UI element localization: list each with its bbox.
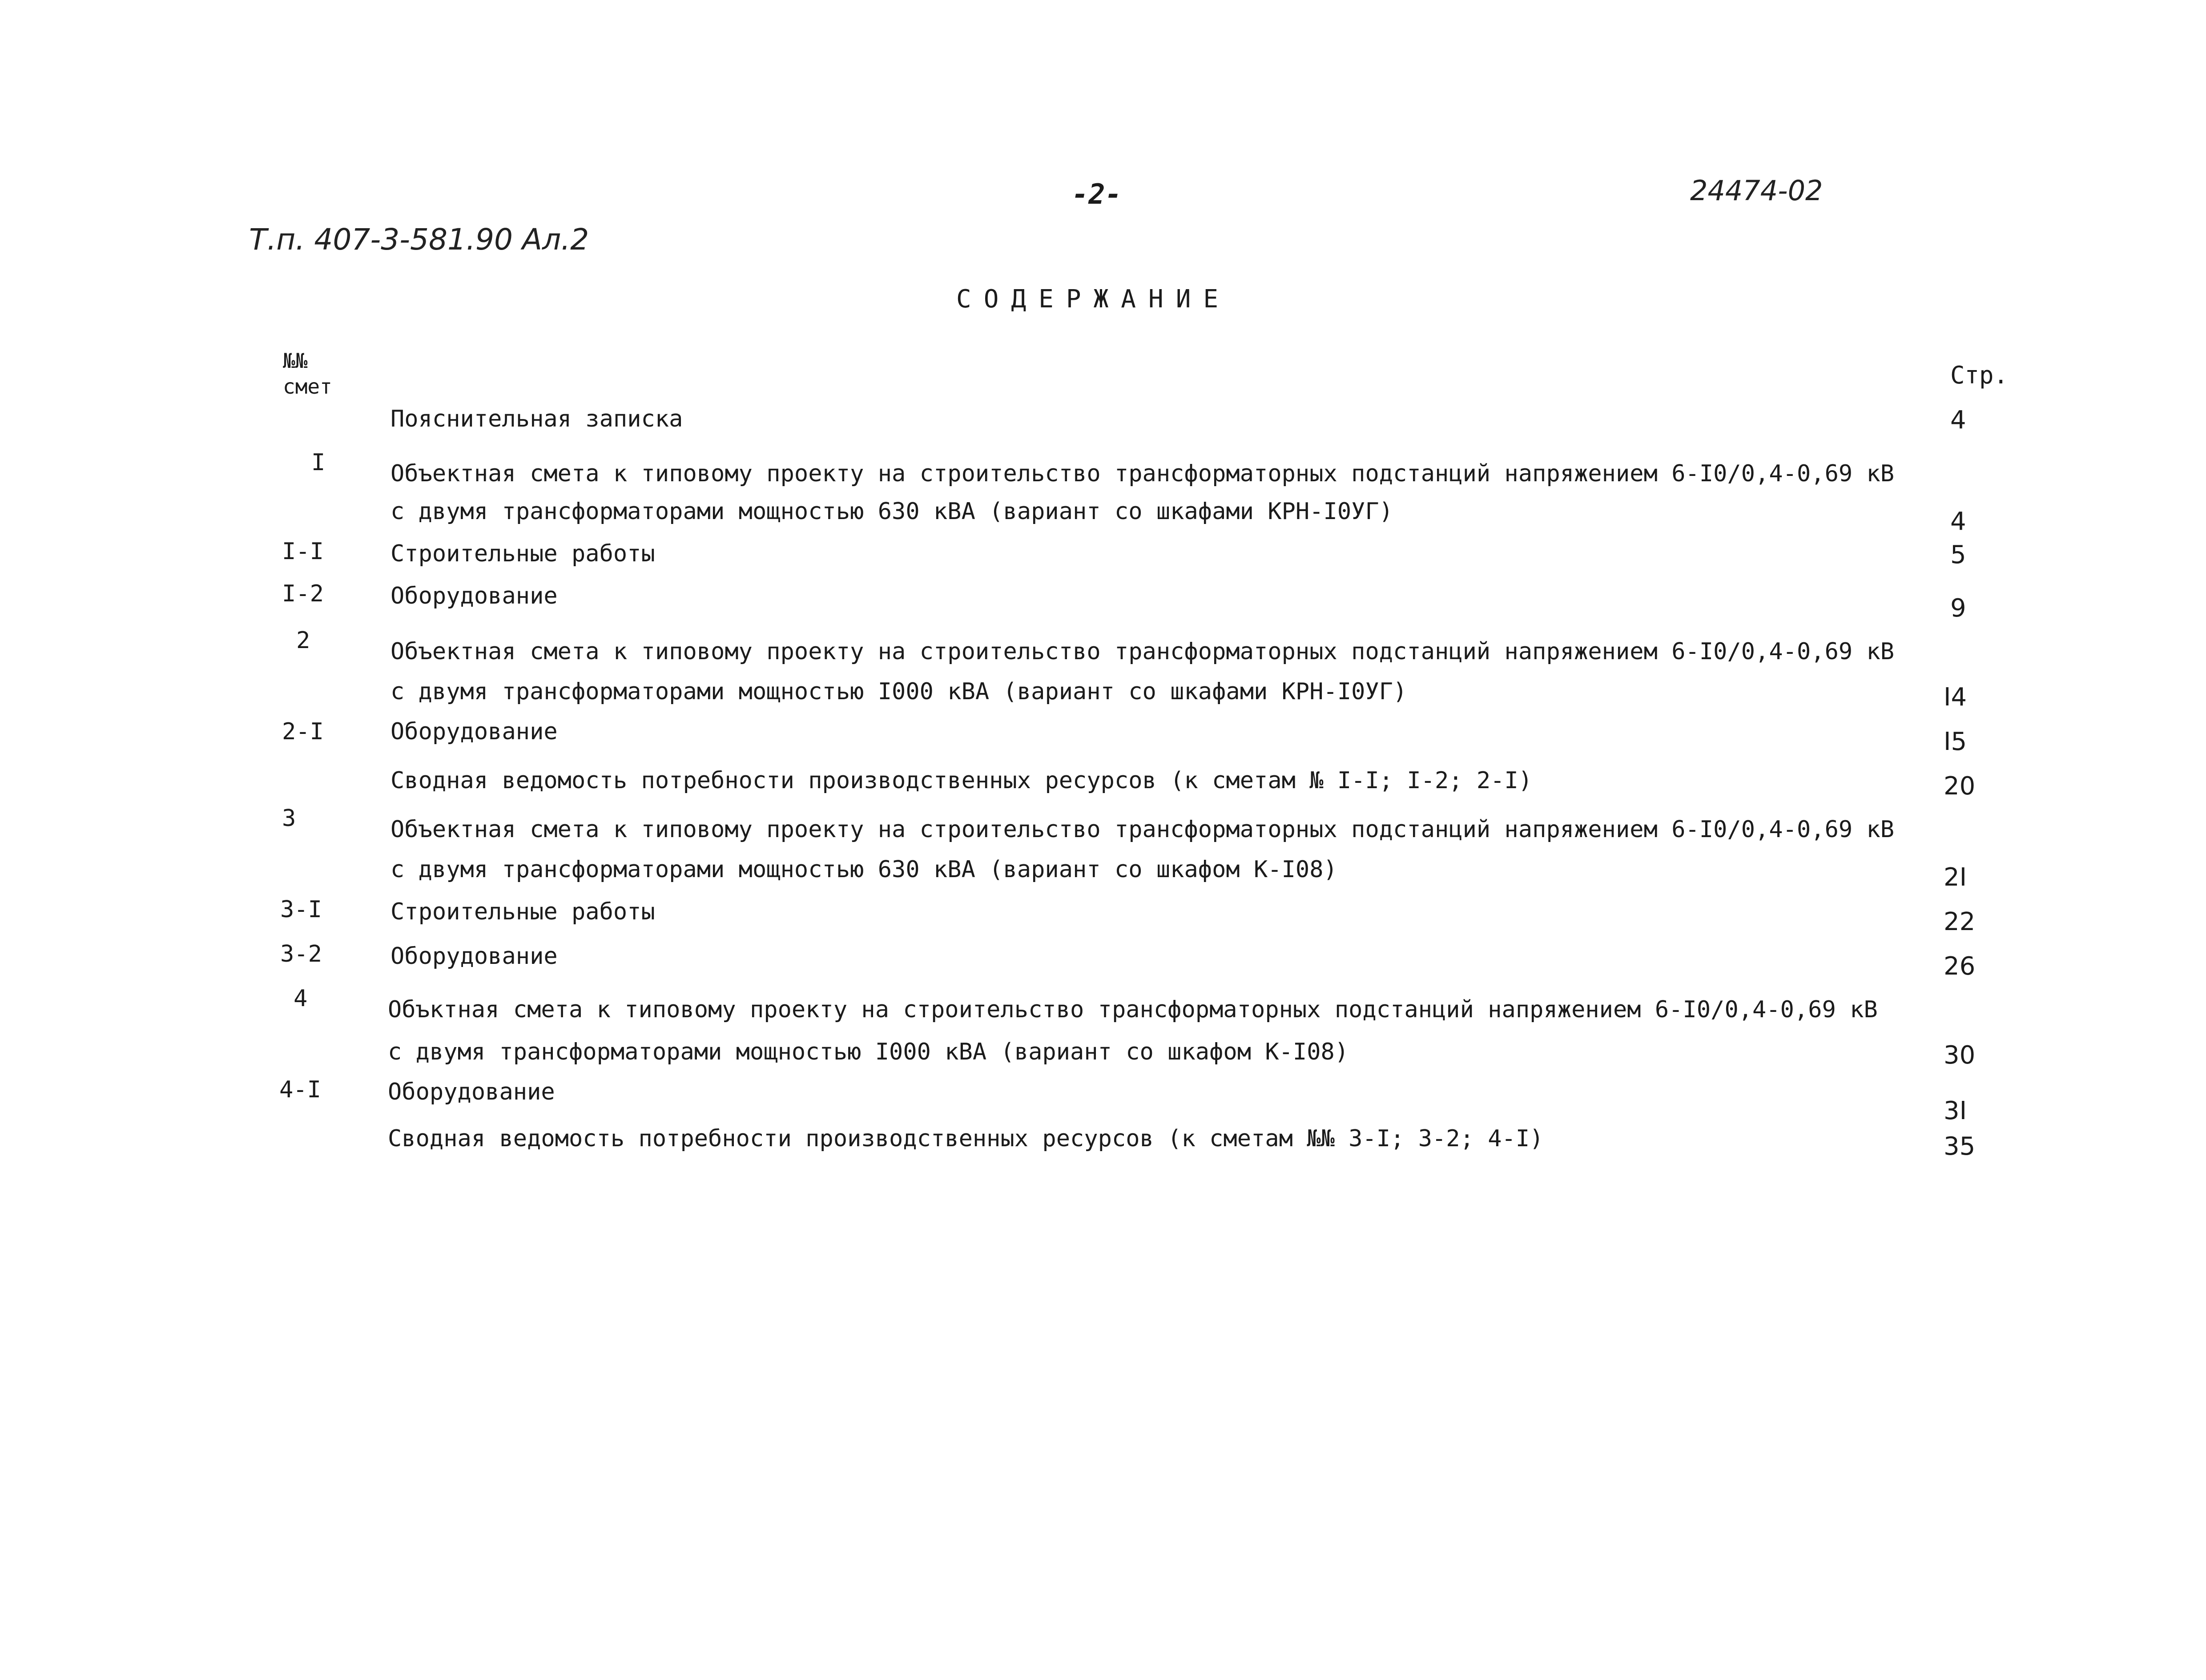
- toc-row-text: с двумя трансформаторами мощностью 630 кВА (вариант со шкафами КРН-I0УГ): [390, 498, 1393, 525]
- column-header-page: Стр.: [1950, 361, 2009, 389]
- toc-row-page: 26: [1944, 952, 1976, 981]
- column-header-estimate-no: [283, 348, 332, 399]
- toc-row-text: Оборудование: [388, 1079, 555, 1105]
- toc-row-page: 35: [1944, 1132, 1976, 1161]
- toc-row-text: Сводная ведомость потребности производственных ресурсов (к сметам №№ 3-I; 3-2; 4-I): [388, 1125, 1544, 1152]
- toc-row-text: Объктная смета к типовому проекту на строительство трансформаторных подстанций напряжением 6-I0/0,4-0,69 кВ: [388, 996, 1878, 1023]
- toc-row-page: 30: [1944, 1041, 1976, 1070]
- toc-row-number: I-I: [282, 538, 324, 565]
- toc-row-page: 4: [1950, 507, 1966, 536]
- toc-row-number: 3-I: [280, 896, 322, 923]
- toc-row-number: 3-2: [280, 941, 322, 967]
- toc-row-page: 22: [1944, 907, 1976, 936]
- toc-row-text: Оборудование: [390, 718, 558, 745]
- page-title: СОДЕРЖАНИЕ: [956, 285, 1231, 314]
- toc-row-text: Объектная смета к типовому проекту на строительство трансформаторных подстанций напряжением 6-I0/0,4-0,69 кВ: [390, 816, 1895, 843]
- toc-row-number: 2: [296, 627, 310, 654]
- toc-row-number: 2-I: [282, 718, 324, 745]
- toc-row-page: 2I: [1944, 863, 1967, 892]
- toc-row-text: Пояснительная записка: [390, 406, 683, 432]
- toc-row-text: с двумя трансформаторами мощностью I000 кВА (вариант со шкафами КРН-I0УГ): [390, 678, 1407, 705]
- toc-row-number: I: [311, 449, 326, 476]
- column-header-line: смет: [283, 375, 332, 399]
- document-code: 24474-02: [1690, 174, 1823, 207]
- toc-row-text: с двумя трансформаторами мощностью 630 кВА (вариант со шкафом К-I08): [390, 856, 1337, 883]
- toc-row-page: 4: [1950, 406, 1966, 435]
- toc-row-text: Объектная смета к типовому проекту на строительство трансформаторных подстанций напряжением 6-I0/0,4-0,69 кВ: [390, 638, 1895, 665]
- toc-row-text: Оборудование: [390, 583, 558, 609]
- toc-row-page: I5: [1944, 727, 1967, 756]
- toc-row-text: Строительные работы: [390, 898, 655, 925]
- toc-row-page: 3I: [1944, 1096, 1967, 1125]
- toc-row-text: Сводная ведомость потребности производственных ресурсов (к сметам № I-I; I-2; 2-I): [390, 767, 1533, 794]
- project-reference: Т.п. 407-3-581.90 Ал.2: [249, 222, 589, 257]
- toc-row-page: 9: [1950, 594, 1966, 623]
- toc-row-number: 4-I: [279, 1076, 321, 1103]
- toc-row-number: 3: [282, 805, 296, 832]
- page-number: -2-: [1072, 178, 1122, 210]
- toc-row-text: Оборудование: [390, 943, 558, 970]
- column-header-line: №№: [283, 349, 308, 373]
- toc-row-text: Строительные работы: [390, 540, 655, 567]
- toc-row-text: с двумя трансформаторами мощностью I000 кВА (вариант со шкафом К-I08): [388, 1039, 1349, 1065]
- toc-row-number: I-2: [282, 580, 324, 607]
- toc-row-page: 20: [1944, 772, 1976, 801]
- toc-row-text: Объектная смета к типовому проекту на строительство трансформаторных подстанций напряжением 6-I0/0,4-0,69 кВ: [390, 460, 1895, 487]
- toc-row-number: 4: [294, 985, 308, 1012]
- toc-row-page: 5: [1950, 540, 1966, 569]
- toc-row-page: I4: [1944, 683, 1967, 712]
